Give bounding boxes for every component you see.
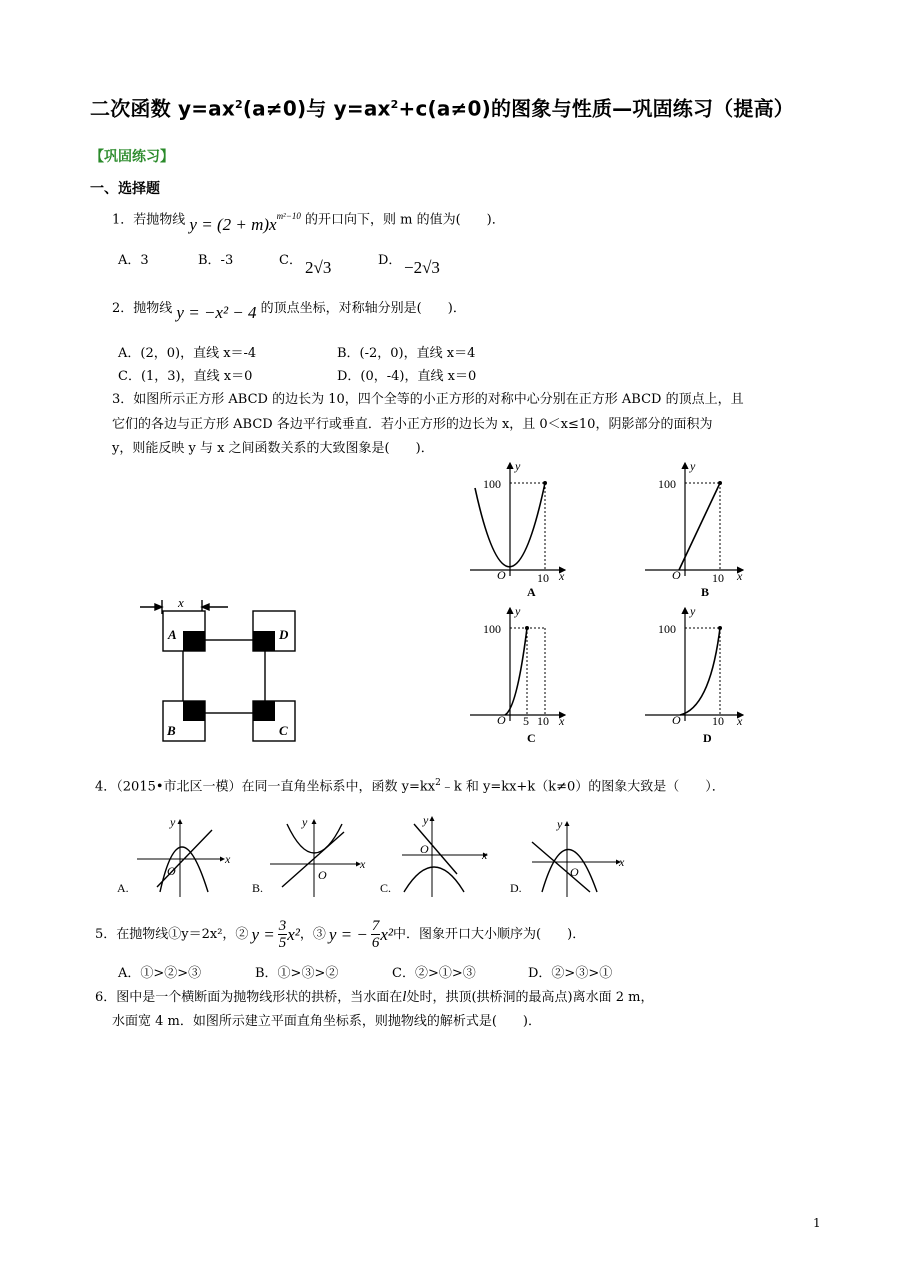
svg-text:y: y (557, 817, 563, 831)
q2-suffix: 的顶点坐标，对称轴分别是( )． (260, 301, 466, 316)
q2-option-d: D．(0，-4)，直线 x＝0 (337, 369, 477, 384)
svg-text:100: 100 (483, 477, 501, 491)
svg-text:100: 100 (658, 622, 676, 636)
svg-text:10: 10 (537, 571, 549, 585)
page-number: 1 (813, 1216, 821, 1230)
q6-line-1: 6．图中是一个横断面为抛物线形状的拱桥，当水面在l处时，拱顶(拱桥洞的最高点)离水面 2 m， (95, 989, 654, 1005)
q3-graph-a (470, 459, 565, 599)
svg-text:100: 100 (483, 622, 501, 636)
section-tag: 【巩固练习】 (90, 149, 174, 165)
q5-option-c: C．②>①>③ (392, 966, 476, 981)
q5-fraction-3: $\frac{7}{6}$ (371, 918, 380, 951)
q3-fig-x-label: x (178, 595, 184, 610)
svg-text:B.: B. (252, 881, 264, 895)
q1-formula: $y = (2 + m)x^{m^2-10}$ (189, 211, 301, 234)
q3-fig-label-d: D (279, 627, 289, 642)
q4-graph-b (252, 815, 366, 897)
q3-fig-label-b: B (167, 723, 176, 738)
svg-text:x: x (559, 569, 565, 583)
q4-graph-c (380, 813, 488, 897)
q6-line-2: 水面宽 4 m．如图所示建立平面直角坐标系，则抛物线的解析式是( )． (112, 1014, 542, 1029)
q1-option-b: B．-3 (198, 253, 234, 268)
q3-square-figure (130, 595, 310, 750)
q2-formula: y = −x² − 4 (176, 303, 257, 322)
svg-text:5: 5 (523, 714, 529, 728)
svg-text:x: x (737, 714, 743, 728)
svg-text:y: y (515, 459, 521, 473)
section-heading: 一、选择题 (90, 181, 160, 197)
q3-graph-c (470, 604, 565, 745)
svg-text:y: y (515, 604, 521, 618)
svg-text:y: y (302, 815, 308, 829)
svg-text:x: x (559, 714, 565, 728)
svg-text:y: y (690, 459, 696, 473)
svg-text:O: O (318, 868, 327, 882)
svg-text:O: O (570, 865, 579, 879)
question-2 (112, 296, 466, 320)
svg-text:O: O (672, 713, 681, 727)
question-4: 4．（2015•市北区一模）在同一直角坐标系中，函数 $y=kx^2﹣k$ 和 y=kx+k（k≠0）的图象大致是（ ）． (95, 778, 725, 795)
q5-option-b: B．①>③>② (255, 966, 339, 981)
q1-suffix: 的开口向下，则 m 的值为( )． (304, 212, 505, 228)
svg-text:x: x (737, 569, 743, 583)
q4-graph-a (117, 815, 231, 897)
svg-text:x: x (225, 852, 231, 866)
svg-text:D: D (703, 731, 712, 745)
q2-option-a: A．(2，0)，直线 x＝-4 (118, 346, 257, 361)
q1-prefix: 1．若抛物线 (112, 212, 186, 228)
q1-option-d: D． (378, 253, 402, 268)
question-5: 5．在抛物线①y＝2x²，② y = $\frac{3}{5}$ x² ，③ y = − $\frac{7}{6}$ x² 中．图象开口大小顺序为( )． (95, 918, 586, 951)
q3-graph-d (645, 604, 743, 745)
q1-option-a: A．3 (118, 253, 149, 268)
q5-fraction-2: $\frac{3}{5}$ (278, 918, 287, 951)
svg-text:O: O (497, 568, 506, 582)
q3-graph-b (645, 459, 743, 599)
svg-text:A: A (527, 585, 536, 599)
q3-fig-label-c: C (279, 723, 288, 738)
svg-text:O: O (672, 568, 681, 582)
q5-option-d: D．②>③>① (528, 966, 613, 981)
q2-option-c: C．(1，3)，直线 x＝0 (118, 369, 253, 384)
q3-line-3: y，则能反映 y 与 x 之间函数关系的大致图象是( )． (112, 441, 434, 456)
svg-text:O: O (167, 864, 176, 878)
svg-text:y: y (423, 813, 429, 827)
q4-graphs (112, 812, 632, 902)
svg-text:D.: D. (510, 881, 522, 895)
svg-text:x: x (360, 857, 366, 871)
svg-text:x: x (619, 855, 625, 869)
svg-text:O: O (497, 713, 506, 727)
svg-text:O: O (420, 842, 429, 856)
q1-option-d-math: −2√3 (404, 258, 440, 277)
svg-text:10: 10 (712, 714, 724, 728)
q2-prefix: 2．抛物线 (112, 301, 173, 316)
svg-text:x: x (482, 848, 488, 862)
q3-fig-label-a: A (168, 627, 177, 642)
svg-text:A.: A. (117, 881, 129, 895)
q3-line-2: 它们的各边与正方形 ABCD 各边平行或垂直．若小正方形的边长为 x，且 0＜x≤10，阴影部分的面积为 (112, 417, 713, 432)
page-title: 二次函数 $y=ax^2(a\ne 0)$与 $y=ax^2+c(a\ne 0)$的图象与性质—巩固练习（提高） (90, 96, 794, 121)
q1-option-c-math: 2√3 (305, 258, 332, 277)
svg-text:C.: C. (380, 881, 392, 895)
q3-line-1: 3．如图所示正方形 ABCD 的边长为 10，四个全等的小正方形的对称中心分别在正方形 ABCD 的顶点上，且 (112, 392, 744, 407)
q1-option-c: C． (279, 253, 302, 268)
q2-option-b: B．(-2，0)，直线 x＝4 (337, 346, 476, 361)
svg-text:C: C (527, 731, 536, 745)
svg-text:100: 100 (658, 477, 676, 491)
svg-text:y: y (690, 604, 696, 618)
svg-text:B: B (701, 585, 710, 599)
q3-graphs (455, 458, 775, 758)
svg-text:10: 10 (537, 714, 549, 728)
q5-option-a: A．①>②>③ (118, 966, 202, 981)
svg-text:10: 10 (712, 571, 724, 585)
q4-graph-d (510, 817, 625, 897)
question-1 (112, 203, 505, 232)
svg-text:y: y (170, 815, 176, 829)
